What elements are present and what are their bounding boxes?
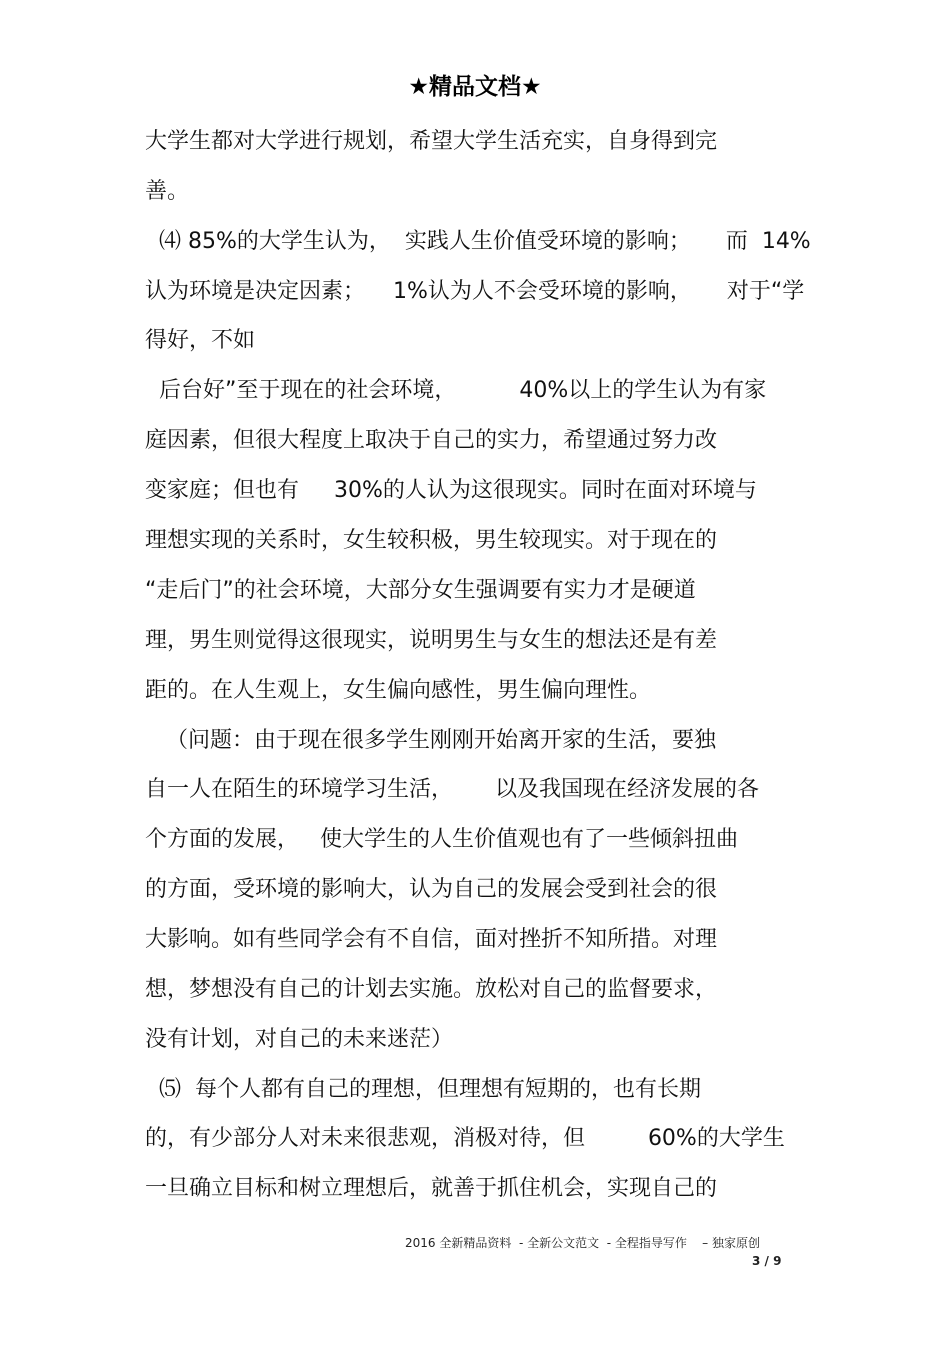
body-line: 后台好”至于现在的社会环境， 40%以上的学生认为有家 — [145, 378, 767, 403]
body-line: 一旦确立目标和树立理想后，就善于抓住机会，实现自己的 — [145, 1176, 718, 1201]
body-line: （问题：由于现在很多学生刚刚开始离开家的生活，要独 — [145, 728, 716, 753]
body-line: 个方面的发展， 使大学生的人生价值观也有了一些倾斜扭曲 — [145, 827, 738, 852]
body-line: 认为环境是决定因素； 1%认为人不会受环境的影响， 对于“学 — [145, 279, 805, 304]
body-line: 善。 — [145, 179, 190, 204]
body-line: 理，男生则觉得这很现实，说明男生与女生的想法还是有差 — [145, 628, 718, 653]
body-line: 的，有少部分人对未来很悲观，消极对待，但 60%的大学生 — [145, 1126, 785, 1151]
body-line: “走后门”的社会环境，大部分女生强调要有实力才是硬道 — [145, 578, 696, 603]
page-header-title: ★精品文档★ — [408, 74, 542, 100]
body-line: 大学生都对大学进行规划，希望大学生活充实，自身得到完 — [145, 129, 718, 154]
body-line: 的方面，受环境的影响大，认为自己的发展会受到社会的很 — [145, 877, 718, 902]
body-line: 自一人在陌生的环境学习生活， 以及我国现在经济发展的各 — [145, 777, 759, 802]
body-line: 没有计划，对自己的未来迷茫） — [145, 1027, 454, 1052]
body-line: ⑸ 每个人都有自己的理想，但理想有短期的，也有长期 — [145, 1077, 701, 1102]
page-number: 3 / 9 — [752, 1254, 782, 1268]
body-line: 变家庭；但也有 30%的人认为这很现实。同时在面对环境与 — [145, 478, 757, 503]
body-line: 得好，不如 — [145, 328, 256, 353]
body-line: ⑷ 85%的大学生认为， 实践人生价值受环境的影响； 而 14% — [145, 229, 811, 254]
body-line: 庭因素，但很大程度上取决于自己的实力，希望通过努力改 — [145, 428, 718, 453]
body-line: 大影响。如有些同学会有不自信，面对挫折不知所措。对理 — [145, 927, 718, 952]
footer-text: 2016 全新精品资料 - 全新公文范文 - 全程指导写作 – 独家原创 — [405, 1236, 760, 1250]
body-line: 距的。在人生观上，女生偏向感性，男生偏向理性。 — [145, 678, 652, 703]
body-line: 理想实现的关系时，女生较积极，男生较现实。对于现在的 — [145, 528, 718, 553]
body-line: 想，梦想没有自己的计划去实施。放松对自己的监督要求， — [145, 977, 718, 1002]
